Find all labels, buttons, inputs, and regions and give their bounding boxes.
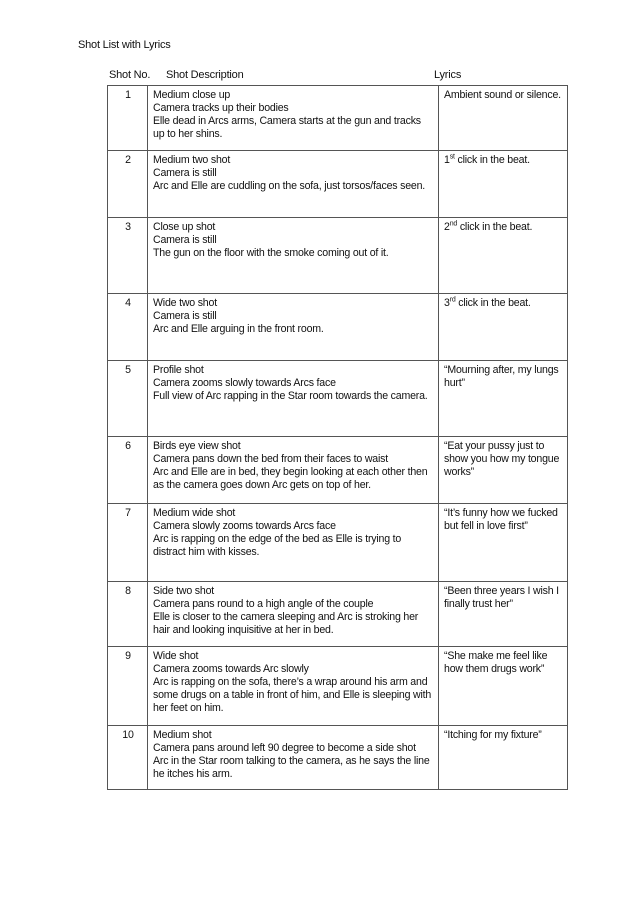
shot-number: 6 xyxy=(108,437,148,504)
description-line: Wide shot xyxy=(153,650,199,662)
description-line: The gun on the floor with the smoke coming out of it. xyxy=(153,247,389,259)
shot-lyrics xyxy=(439,361,568,437)
lyric-ordinal-suffix: st xyxy=(449,153,455,161)
shot-number: 4 xyxy=(108,294,148,361)
description-line: Camera tracks up their bodies xyxy=(153,102,289,114)
shot-description xyxy=(148,582,439,647)
lyric-ordinal-suffix: rd xyxy=(449,296,456,304)
description-line: Camera pans down the bed from their faces to waist xyxy=(153,453,388,465)
shot-list-body xyxy=(108,86,568,790)
description-line: Profile shot xyxy=(153,364,204,376)
lyric-text: “Mourning after, my lungs hurt” xyxy=(444,364,559,389)
description-line: Arc is rapping on the sofa, there’s a wrap around his arm and some drugs on a table in front of him, and Elle is sleeping with her feet on him. xyxy=(153,676,432,714)
header-shot-no: Shot No. xyxy=(109,69,151,81)
shot-number: 7 xyxy=(108,504,148,582)
lyric-text: click in the beat. xyxy=(457,221,533,233)
table-row xyxy=(108,361,568,437)
shot-description xyxy=(148,504,439,582)
description-line: Medium shot xyxy=(153,729,212,741)
description-line: Camera pans around left 90 degree to become a side shot xyxy=(153,742,416,754)
table-row xyxy=(108,86,568,151)
description-line: Medium two shot xyxy=(153,154,231,166)
description-line: Camera pans round to a high angle of the couple xyxy=(153,598,374,610)
lyric-text: “Been three years I wish I finally trust her” xyxy=(444,585,559,610)
shot-lyrics xyxy=(439,86,568,151)
header-shot-description: Shot Description xyxy=(166,69,244,81)
shot-number: 8 xyxy=(108,582,148,647)
description-line: Camera is still xyxy=(153,234,217,246)
shot-description xyxy=(148,86,439,151)
shot-number: 3 xyxy=(108,218,148,294)
table-row xyxy=(108,582,568,647)
description-line: Medium wide shot xyxy=(153,507,236,519)
shot-number: 5 xyxy=(108,361,148,437)
shot-description xyxy=(148,647,439,726)
description-line: Camera is still xyxy=(153,310,217,322)
shot-number: 2 xyxy=(108,151,148,218)
description-line: Camera zooms slowly towards Arcs face xyxy=(153,377,336,389)
lyric-ordinal-number: 3 xyxy=(444,297,450,309)
lyric-text: “Itching for my fixture” xyxy=(444,729,542,741)
description-line: Arc and Elle arguing in the front room. xyxy=(153,323,324,335)
lyric-text: “It’s funny how we fucked but fell in love first” xyxy=(444,507,558,532)
lyric-ordinal-number: 2 xyxy=(444,221,450,233)
shot-lyrics xyxy=(439,504,568,582)
lyric-ordinal-suffix: nd xyxy=(449,220,458,228)
table-row xyxy=(108,504,568,582)
description-line: Camera is still xyxy=(153,167,217,179)
shot-number: 1 xyxy=(108,86,148,151)
shot-lyrics xyxy=(439,582,568,647)
shot-lyrics xyxy=(439,647,568,726)
shot-description xyxy=(148,437,439,504)
description-line: Birds eye view shot xyxy=(153,440,241,452)
description-line: Camera zooms towards Arc slowly xyxy=(153,663,309,675)
shot-description xyxy=(148,218,439,294)
shot-number: 9 xyxy=(108,647,148,726)
description-line: Side two shot xyxy=(153,585,214,597)
header-lyrics: Lyrics xyxy=(434,69,462,81)
description-line: Camera slowly zooms towards Arcs face xyxy=(153,520,336,532)
description-line: Medium close up xyxy=(153,89,231,101)
lyric-text: Ambient sound or silence. xyxy=(444,89,561,101)
description-line: Elle dead in Arcs arms, Camera starts at the gun and tracks up to her shins. xyxy=(153,115,421,140)
description-line: Arc and Elle are cuddling on the sofa, just torsos/faces seen. xyxy=(153,180,426,192)
shot-lyrics xyxy=(439,151,568,218)
lyric-ordinal-number: 1 xyxy=(444,154,450,166)
shot-lyrics xyxy=(439,726,568,790)
table-row xyxy=(108,218,568,294)
shot-number: 10 xyxy=(108,726,148,790)
table-row xyxy=(108,437,568,504)
shot-description xyxy=(148,361,439,437)
shot-description xyxy=(148,294,439,361)
lyric-text: “She make me feel like how them drugs work” xyxy=(444,650,548,675)
description-line: Elle is closer to the camera sleeping and Arc is stroking her hair and looking inquisitive at her in bed. xyxy=(153,611,419,636)
description-line: Close up shot xyxy=(153,221,216,233)
description-line: Wide two shot xyxy=(153,297,217,309)
lyric-text: click in the beat. xyxy=(454,154,530,166)
document-title: Shot List with Lyrics xyxy=(78,39,171,51)
table-row xyxy=(108,294,568,361)
shot-lyrics xyxy=(439,437,568,504)
shot-description xyxy=(148,726,439,790)
description-line: Arc in the Star room talking to the camera, as he says the line he itches his arm. xyxy=(153,755,430,780)
description-line: Arc is rapping on the edge of the bed as Elle is trying to distract him with kisses. xyxy=(153,533,402,558)
description-line: Full view of Arc rapping in the Star room towards the camera. xyxy=(153,390,428,402)
table-row xyxy=(108,726,568,790)
description-line: Arc and Elle are in bed, they begin looking at each other then as the camera goes down Arc gets on top of her. xyxy=(153,466,428,491)
shot-lyrics xyxy=(439,294,568,361)
shot-description xyxy=(148,151,439,218)
lyric-text: “Eat your pussy just to show you how my tongue works” xyxy=(444,440,560,478)
shot-lyrics xyxy=(439,218,568,294)
lyric-text: click in the beat. xyxy=(455,297,531,309)
table-row xyxy=(108,647,568,726)
table-row xyxy=(108,151,568,218)
shot-list-table xyxy=(107,85,568,790)
